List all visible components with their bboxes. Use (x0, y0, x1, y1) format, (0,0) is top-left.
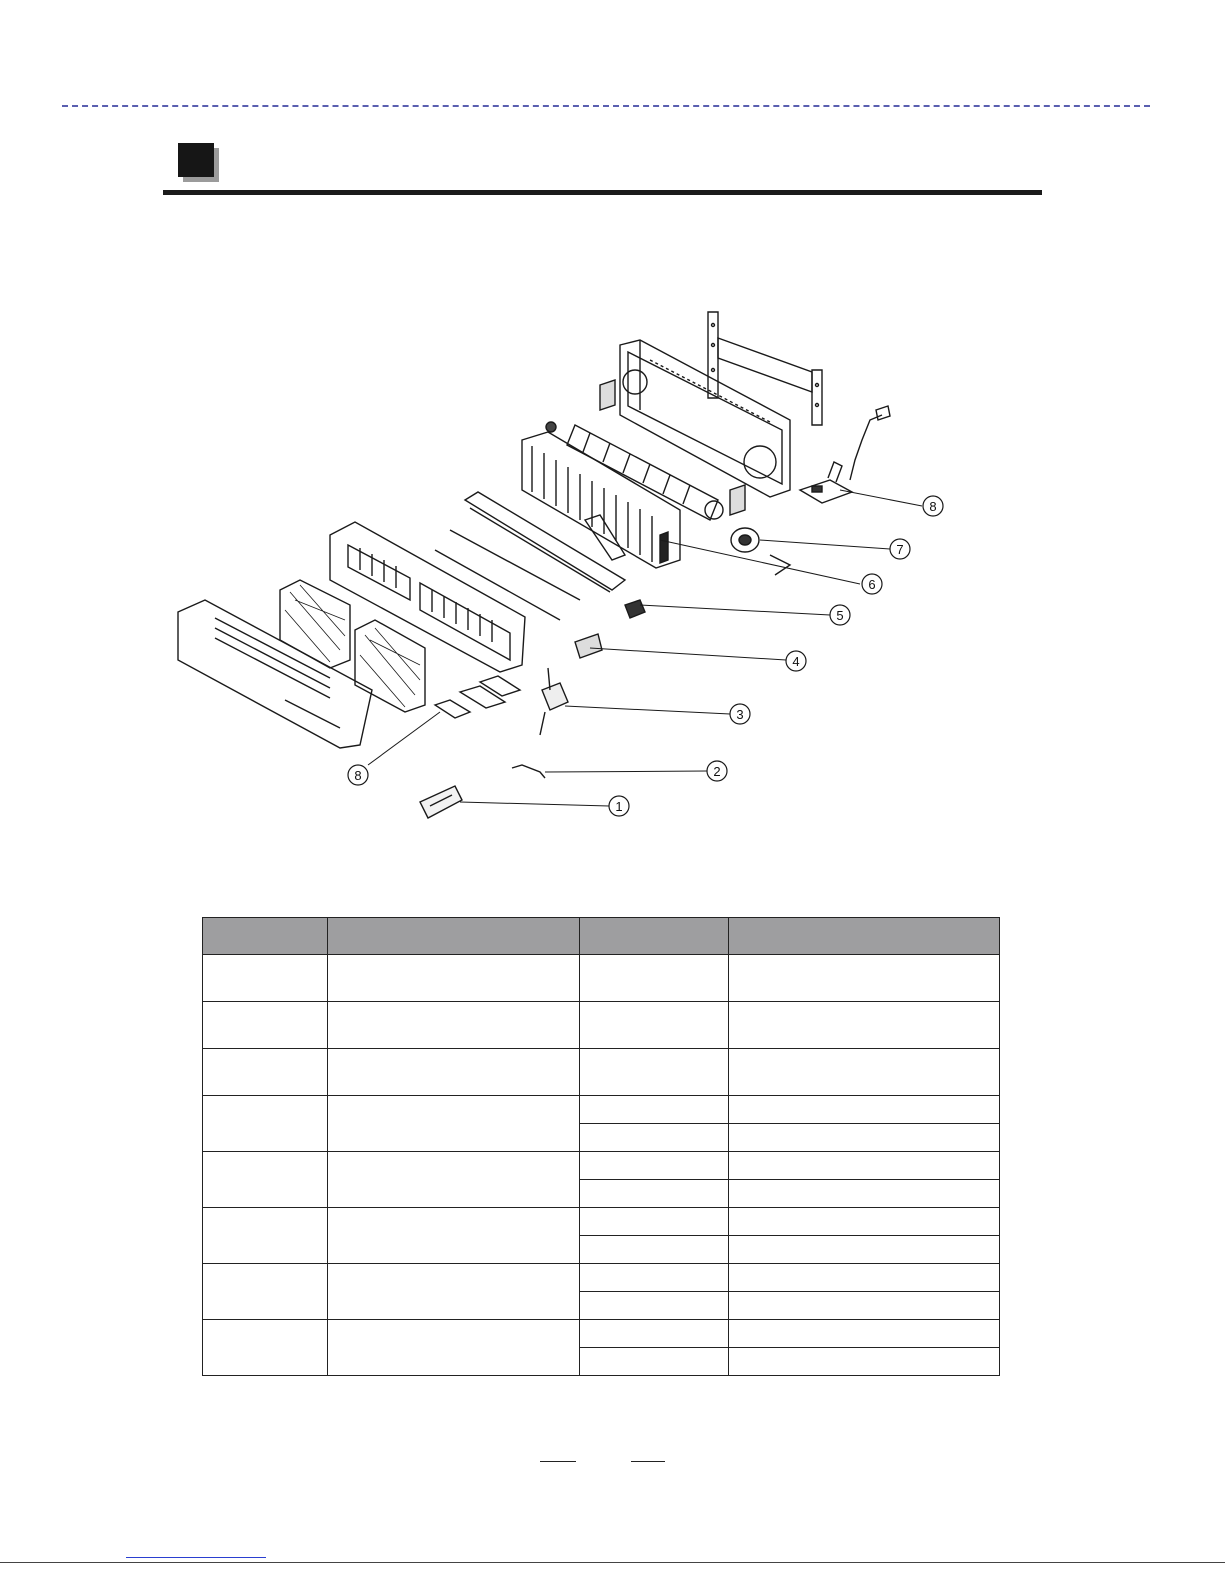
table-cell (580, 1002, 729, 1049)
mounting-plate (708, 312, 822, 425)
remote-controller-part (420, 786, 462, 818)
table-cell (580, 1208, 729, 1236)
table-cell (580, 1049, 729, 1096)
parts-list-table (202, 917, 1000, 1376)
table-row (203, 1320, 1000, 1348)
header-cell (580, 918, 729, 955)
exploded-view-diagram (160, 290, 990, 840)
table-row (203, 1002, 1000, 1049)
table-cell (729, 1096, 1000, 1124)
table-cell (203, 955, 328, 1002)
callout-8-display: 8 (354, 768, 362, 783)
swing-motor-part (625, 600, 645, 618)
header-cell (729, 918, 1000, 955)
callout-2: 2 (713, 764, 721, 779)
bottom-rule (0, 1562, 1225, 1563)
table-cell (203, 1208, 328, 1264)
table-header-row (203, 918, 1000, 955)
table-cell (203, 1049, 328, 1096)
table-cell (580, 1096, 729, 1124)
table-cell (328, 1264, 580, 1320)
header-cell (328, 918, 580, 955)
table-row (203, 1096, 1000, 1124)
callout-7: 7 (896, 542, 904, 557)
pcb-part (800, 462, 852, 503)
table-cell (203, 1320, 328, 1376)
footer-link-underline[interactable] (126, 1557, 266, 1558)
table-cell (729, 1152, 1000, 1180)
table-cell (328, 955, 580, 1002)
table-row (203, 1264, 1000, 1292)
sensor-part (512, 765, 545, 778)
table-cell (580, 1236, 729, 1264)
table-cell (203, 1152, 328, 1208)
section-marker-icon (178, 143, 214, 177)
table-row (203, 1208, 1000, 1236)
table-cell (580, 1124, 729, 1152)
table-cell (328, 1152, 580, 1208)
page-number-rule-right (631, 1461, 665, 1462)
leader-lines (368, 490, 922, 806)
table-cell (580, 955, 729, 1002)
table-cell (729, 1002, 1000, 1049)
table-cell (580, 1348, 729, 1376)
callout-4: 4 (792, 654, 800, 669)
table-row (203, 955, 1000, 1002)
air-filter-left (280, 580, 350, 668)
table-cell (729, 1180, 1000, 1208)
display-board-part (435, 676, 520, 718)
table-cell (580, 1320, 729, 1348)
air-filter-right (355, 620, 425, 712)
drain-pan (435, 492, 625, 620)
table-row (203, 1049, 1000, 1096)
transformer-part (540, 668, 568, 735)
table-cell (729, 1292, 1000, 1320)
front-frame (330, 522, 525, 672)
table-cell (729, 1236, 1000, 1264)
table-cell (203, 1096, 328, 1152)
table-cell (729, 955, 1000, 1002)
fan-motor-part (731, 528, 790, 575)
table-cell (729, 1348, 1000, 1376)
top-dashed-rule (62, 105, 1150, 107)
table-cell (729, 1124, 1000, 1152)
power-cord (850, 406, 890, 480)
table-cell (328, 1208, 580, 1264)
table-cell (729, 1049, 1000, 1096)
table-row (203, 1152, 1000, 1180)
table-cell (328, 1320, 580, 1376)
evaporator-part (522, 432, 680, 568)
table-cell (729, 1264, 1000, 1292)
table-cell (729, 1208, 1000, 1236)
table-cell (203, 1264, 328, 1320)
callout-6: 6 (868, 577, 876, 592)
callout-3: 3 (736, 707, 744, 722)
page-number-rule-left (540, 1461, 576, 1462)
front-panel (178, 600, 372, 748)
callout-5: 5 (836, 608, 844, 623)
chassis (600, 340, 790, 515)
electrical-box-cover-part (575, 634, 602, 658)
callout-8-pcb: 8 (929, 499, 937, 514)
table-cell (580, 1180, 729, 1208)
table-cell (729, 1320, 1000, 1348)
header-cell (203, 918, 328, 955)
table-cell (580, 1152, 729, 1180)
table-cell (203, 1002, 328, 1049)
table-cell (580, 1292, 729, 1320)
callout-1: 1 (615, 799, 623, 814)
cross-flow-fan (546, 422, 723, 520)
table-cell (328, 1049, 580, 1096)
table-cell (328, 1002, 580, 1049)
table-cell (328, 1096, 580, 1152)
table-cell (580, 1264, 729, 1292)
heading-underline (163, 190, 1042, 195)
